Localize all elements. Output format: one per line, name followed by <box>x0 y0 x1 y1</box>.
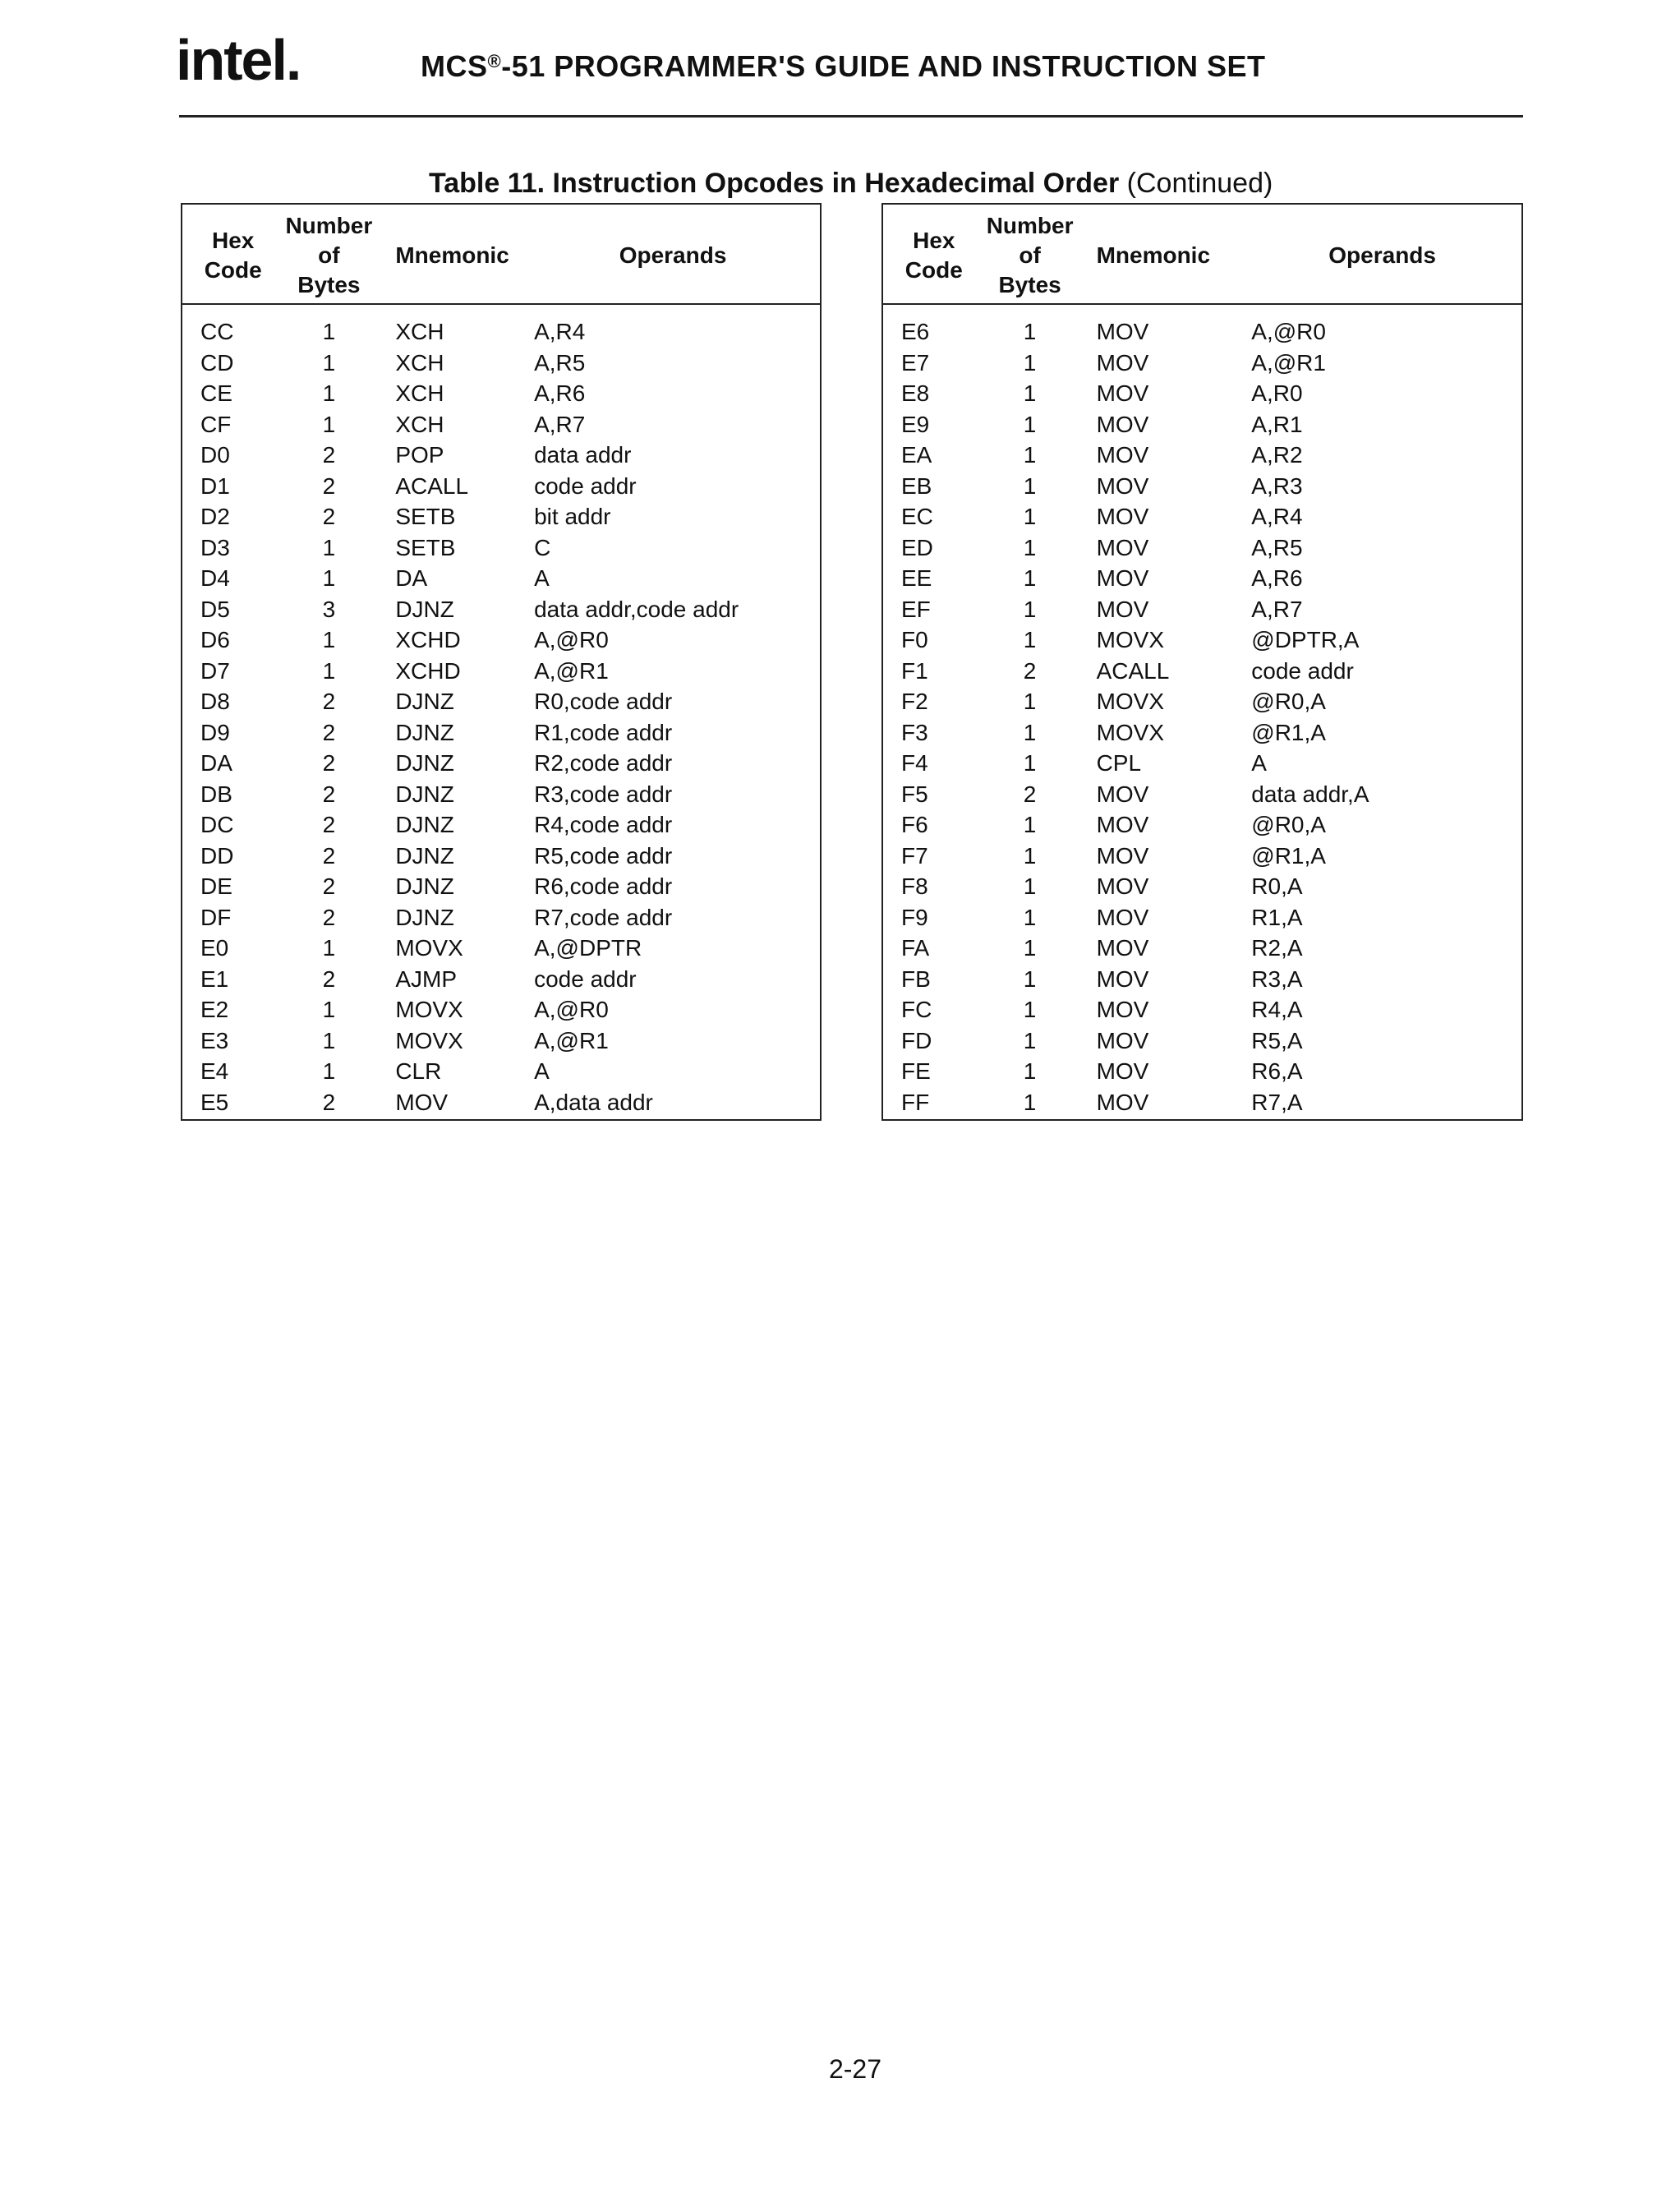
mnemonic-cell: MOV <box>395 1089 449 1115</box>
hex-code-cell: D1 <box>200 472 230 499</box>
bytes-cell: 1 <box>322 1027 336 1053</box>
hex-code-cell: E8 <box>901 380 930 406</box>
mnemonic-cell: ACALL <box>395 472 469 499</box>
mnemonic-cell: XCHD <box>395 627 461 652</box>
operands-cell: R7,A <box>1251 1089 1303 1115</box>
operands-cell: code addr <box>1251 657 1354 684</box>
mnemonic-cell: XCH <box>395 380 444 406</box>
hex-code-cell: E7 <box>901 349 930 376</box>
bytes-cell: 2 <box>1023 657 1037 684</box>
bytes-cell: 1 <box>1023 534 1037 560</box>
operands-cell: A,@R1 <box>1251 349 1326 376</box>
mnemonic-cell: XCH <box>395 411 444 437</box>
hex-code-cell: F2 <box>901 689 928 714</box>
mnemonic-cell: MOV <box>1096 319 1149 344</box>
table-row <box>882 964 1522 995</box>
operands-cell: A,R4 <box>534 319 586 344</box>
opcode-table-right <box>881 203 1523 1121</box>
operands-cell: A,@R1 <box>534 1027 609 1053</box>
operands-cell: A,R7 <box>1251 596 1303 622</box>
bytes-cell: 1 <box>1023 319 1037 344</box>
bytes-cell: 1 <box>1023 812 1037 837</box>
bytes-cell: 2 <box>322 1089 336 1115</box>
hex-code-cell: DE <box>200 873 232 899</box>
hex-code-cell: E0 <box>200 935 229 961</box>
operands-cell: A <box>534 1058 550 1084</box>
title-rest: -51 PROGRAMMER'S GUIDE AND INSTRUCTION SET <box>501 49 1266 83</box>
bytes-cell: 2 <box>322 904 336 930</box>
hex-code-cell: F8 <box>901 873 928 899</box>
hex-code-cell: D7 <box>200 657 230 684</box>
bytes-cell: 2 <box>322 842 336 869</box>
table-row <box>182 501 821 532</box>
bytes-cell: 1 <box>1023 442 1037 468</box>
mnemonic-cell: DJNZ <box>395 719 454 745</box>
hex-code-cell: E9 <box>901 411 930 437</box>
bytes-cell: 1 <box>1023 1089 1037 1115</box>
hex-code-cell: D9 <box>200 719 230 745</box>
table-body-left <box>182 304 821 1120</box>
hex-code-cell: FE <box>901 1058 931 1084</box>
hex-code-cell: F5 <box>901 781 928 807</box>
bytes-cell: 1 <box>322 627 336 652</box>
table-row <box>182 686 821 717</box>
operands-cell: @R1,A <box>1251 842 1326 869</box>
bytes-cell: 2 <box>322 472 336 499</box>
opcode-table-left <box>181 203 822 1121</box>
hex-code-cell: E5 <box>200 1089 229 1115</box>
operands-cell: A,@R0 <box>534 627 609 652</box>
operands-cell: R7,code addr <box>534 904 673 930</box>
table-row <box>182 624 821 656</box>
mnemonic-cell: MOV <box>1096 1058 1149 1084</box>
mnemonic-cell: SETB <box>395 534 456 560</box>
bytes-cell: 2 <box>322 812 336 837</box>
table-row <box>882 1087 1522 1121</box>
table-row <box>182 779 821 810</box>
bytes-cell: 1 <box>1023 1027 1037 1053</box>
table-row <box>882 748 1522 779</box>
table-row <box>182 1056 821 1087</box>
header-hex-code: Hex Code <box>182 204 283 304</box>
operands-cell: code addr <box>534 472 637 499</box>
hex-code-cell: E4 <box>200 1058 229 1084</box>
table-row <box>182 748 821 779</box>
table-row <box>182 994 821 1025</box>
operands-cell: @R0,A <box>1251 812 1326 837</box>
mnemonic-cell: MOV <box>1096 935 1149 961</box>
operands-cell: bit addr <box>534 504 611 529</box>
hex-code-cell: D6 <box>200 627 230 652</box>
bytes-cell: 1 <box>1023 349 1037 376</box>
table-row <box>882 594 1522 625</box>
bytes-cell: 1 <box>1023 596 1037 622</box>
operands-cell: A,@R0 <box>1251 319 1326 344</box>
operands-cell: R4,code addr <box>534 812 673 837</box>
table-row <box>882 809 1522 841</box>
mnemonic-cell: MOV <box>1096 842 1149 869</box>
hex-code-cell: ED <box>901 534 933 560</box>
header-hex-code: Hex Code <box>882 204 985 304</box>
mnemonic-cell: DJNZ <box>395 596 454 622</box>
operands-cell: R6,code addr <box>534 873 673 899</box>
mnemonic-cell: MOV <box>1096 472 1149 499</box>
table-row <box>882 871 1522 902</box>
table-row <box>182 964 821 995</box>
mnemonic-cell: MOV <box>1096 965 1149 992</box>
title-prefix: MCS <box>421 49 488 83</box>
mnemonic-cell: MOV <box>1096 380 1149 406</box>
bytes-cell: 3 <box>322 596 336 622</box>
bytes-cell: 1 <box>322 657 336 684</box>
table-row <box>882 686 1522 717</box>
mnemonic-cell: MOV <box>1096 873 1149 899</box>
operands-cell: A,@R0 <box>534 997 609 1022</box>
table-row <box>882 624 1522 656</box>
bytes-cell: 1 <box>322 319 336 344</box>
bytes-cell: 1 <box>1023 472 1037 499</box>
bytes-cell: 1 <box>322 935 336 961</box>
table-header-row <box>882 204 1522 304</box>
operands-cell: C <box>534 534 551 560</box>
operands-cell: A,data addr <box>534 1089 653 1115</box>
table-row <box>882 902 1522 933</box>
bytes-cell: 2 <box>322 965 336 992</box>
table-row <box>182 1025 821 1057</box>
operands-cell: R0,code addr <box>534 689 673 714</box>
bytes-cell: 2 <box>322 873 336 899</box>
hex-code-cell: FA <box>901 935 930 961</box>
mnemonic-cell: MOVX <box>1096 719 1165 745</box>
mnemonic-cell: MOV <box>1096 596 1149 622</box>
mnemonic-cell: AJMP <box>395 965 458 992</box>
table-caption-continued: (Continued) <box>1126 168 1273 199</box>
mnemonic-cell: XCHD <box>395 657 461 684</box>
table-caption-title: Table 11. Instruction Opcodes in Hexadecimal Order <box>429 168 1120 199</box>
operands-cell: A,R5 <box>1251 534 1303 560</box>
table-row <box>182 440 821 471</box>
intel-logo: intel. <box>176 28 301 92</box>
table-row <box>882 440 1522 471</box>
page-number: 2-27 <box>828 2054 882 2084</box>
operands-cell: A,R3 <box>1251 472 1303 499</box>
table-row <box>182 933 821 964</box>
hex-code-cell: EF <box>901 596 931 622</box>
operands-cell: R2,code addr <box>534 750 673 776</box>
operands-cell: A,R0 <box>1251 380 1303 406</box>
hex-code-cell: E1 <box>200 965 229 992</box>
operands-cell: R0,A <box>1251 873 1303 899</box>
mnemonic-cell: CPL <box>1096 750 1142 776</box>
mnemonic-cell: MOVX <box>395 997 463 1022</box>
hex-code-cell: EE <box>901 565 932 591</box>
mnemonic-cell: MOVX <box>1096 689 1165 714</box>
mnemonic-cell: DJNZ <box>395 873 454 899</box>
hex-code-cell: DD <box>200 842 234 869</box>
header-divider <box>179 115 1523 118</box>
mnemonic-cell: MOV <box>1096 904 1149 930</box>
hex-code-cell: E6 <box>901 319 930 344</box>
mnemonic-cell: DJNZ <box>395 904 454 930</box>
header-mnemonic: Mnemonic <box>374 204 526 304</box>
operands-cell: A,R5 <box>534 349 586 376</box>
hex-code-cell: D2 <box>200 504 230 529</box>
operands-cell: A,R4 <box>1251 504 1303 529</box>
operands-cell: A,R1 <box>1251 411 1303 437</box>
bytes-cell: 2 <box>1023 781 1037 807</box>
mnemonic-cell: MOV <box>1096 781 1149 807</box>
bytes-cell: 1 <box>1023 627 1037 652</box>
header-number-of-bytes: Number of Bytes <box>985 204 1075 304</box>
operands-cell: data addr <box>534 442 632 468</box>
header-mnemonic: Mnemonic <box>1075 204 1244 304</box>
bytes-cell: 1 <box>322 565 336 591</box>
hex-code-cell: E3 <box>200 1027 229 1053</box>
bytes-cell: 1 <box>1023 965 1037 992</box>
table-row <box>882 501 1522 532</box>
header-number-of-bytes: Number of Bytes <box>283 204 374 304</box>
hex-code-cell: DA <box>200 750 232 776</box>
hex-code-cell: F0 <box>901 627 928 652</box>
table-caption <box>429 168 1273 200</box>
table-row <box>882 933 1522 964</box>
table-row <box>182 563 821 594</box>
operands-cell: data addr,code addr <box>534 596 739 622</box>
bytes-cell: 1 <box>1023 689 1037 714</box>
mnemonic-cell: MOVX <box>395 1027 463 1053</box>
mnemonic-cell: MOV <box>1096 1027 1149 1053</box>
operands-cell: R1,code addr <box>534 719 673 745</box>
mnemonic-cell: MOV <box>1096 442 1149 468</box>
mnemonic-cell: CLR <box>395 1058 442 1084</box>
hex-code-cell: CE <box>200 380 232 406</box>
operands-cell: R5,code addr <box>534 842 673 869</box>
hex-code-cell: DF <box>200 904 232 930</box>
hex-code-cell: F6 <box>901 812 928 837</box>
bytes-cell: 2 <box>322 719 336 745</box>
operands-cell: A,R6 <box>1251 565 1303 591</box>
operands-cell: @DPTR,A <box>1251 627 1360 652</box>
table-row <box>182 378 821 409</box>
hex-code-cell: D3 <box>200 534 230 560</box>
hex-code-cell: DC <box>200 812 234 837</box>
hex-code-cell: D0 <box>200 442 230 468</box>
table-row <box>182 809 821 841</box>
mnemonic-cell: MOVX <box>1096 627 1165 652</box>
bytes-cell: 1 <box>1023 842 1037 869</box>
bytes-cell: 2 <box>322 442 336 468</box>
operands-cell: code addr <box>534 965 637 992</box>
table-row <box>882 1025 1522 1057</box>
header-operands: Operands <box>526 204 821 304</box>
mnemonic-cell: DJNZ <box>395 842 454 869</box>
mnemonic-cell: SETB <box>395 504 456 529</box>
mnemonic-cell: XCH <box>395 319 444 344</box>
operands-cell: A <box>1251 750 1267 776</box>
bytes-cell: 1 <box>1023 411 1037 437</box>
mnemonic-cell: MOV <box>1096 1089 1149 1115</box>
table-row <box>882 656 1522 687</box>
mnemonic-cell: MOV <box>1096 534 1149 560</box>
hex-code-cell: D5 <box>200 596 230 622</box>
table-row <box>182 409 821 440</box>
table-row <box>882 994 1522 1025</box>
table-row <box>882 348 1522 379</box>
bytes-cell: 1 <box>1023 904 1037 930</box>
table-row <box>182 656 821 687</box>
operands-cell: A,R2 <box>1251 442 1303 468</box>
operands-cell: R2,A <box>1251 935 1303 961</box>
operands-cell: R3,code addr <box>534 781 673 807</box>
bytes-cell: 2 <box>322 781 336 807</box>
table-row <box>882 717 1522 749</box>
bytes-cell: 1 <box>1023 1058 1037 1084</box>
hex-code-cell: FF <box>901 1089 930 1115</box>
bytes-cell: 2 <box>322 750 336 776</box>
operands-cell: A <box>534 565 550 591</box>
hex-code-cell: EC <box>901 504 933 529</box>
mnemonic-cell: DA <box>395 565 428 591</box>
mnemonic-cell: DJNZ <box>395 750 454 776</box>
operands-cell: A,R6 <box>534 380 586 406</box>
hex-code-cell: D4 <box>200 565 230 591</box>
registered-mark: ® <box>487 51 502 71</box>
mnemonic-cell: MOV <box>1096 812 1149 837</box>
hex-code-cell: FC <box>901 997 932 1022</box>
table-row <box>182 532 821 564</box>
table-row <box>882 1056 1522 1087</box>
table-row <box>182 717 821 749</box>
mnemonic-cell: MOV <box>1096 997 1149 1022</box>
operands-cell: A,R7 <box>534 411 586 437</box>
bytes-cell: 2 <box>322 504 336 529</box>
operands-cell: R5,A <box>1251 1027 1303 1053</box>
table-row <box>182 1087 821 1121</box>
mnemonic-cell: MOV <box>1096 504 1149 529</box>
mnemonic-cell: MOVX <box>395 935 463 961</box>
mnemonic-cell: DJNZ <box>395 689 454 714</box>
operands-cell: A,@R1 <box>534 657 609 684</box>
mnemonic-cell: MOV <box>1096 565 1149 591</box>
table-row <box>182 348 821 379</box>
table-row <box>182 471 821 502</box>
table-row <box>882 304 1522 348</box>
mnemonic-cell: ACALL <box>1096 657 1170 684</box>
bytes-cell: 1 <box>322 997 336 1022</box>
table-row <box>182 841 821 872</box>
mnemonic-cell: DJNZ <box>395 812 454 837</box>
mnemonic-cell: DJNZ <box>395 781 454 807</box>
bytes-cell: 2 <box>322 689 336 714</box>
hex-code-cell: CF <box>200 411 232 437</box>
bytes-cell: 1 <box>1023 997 1037 1022</box>
hex-code-cell: F1 <box>901 657 928 684</box>
hex-code-cell: EB <box>901 472 932 499</box>
hex-code-cell: F9 <box>901 904 928 930</box>
hex-code-cell: F4 <box>901 750 928 776</box>
table-row <box>882 409 1522 440</box>
operands-cell: @R0,A <box>1251 689 1326 714</box>
bytes-cell: 1 <box>322 349 336 376</box>
hex-code-cell: CC <box>200 319 234 344</box>
hex-code-cell: FD <box>901 1027 932 1053</box>
hex-code-cell: E2 <box>200 997 229 1022</box>
table-header-row <box>182 204 821 304</box>
bytes-cell: 1 <box>1023 873 1037 899</box>
table-row <box>882 841 1522 872</box>
table-row <box>882 532 1522 564</box>
bytes-cell: 1 <box>322 534 336 560</box>
hex-code-cell: F7 <box>901 842 928 869</box>
table-row <box>882 779 1522 810</box>
operands-cell: @R1,A <box>1251 719 1326 745</box>
hex-code-cell: DB <box>200 781 232 807</box>
table-row <box>882 563 1522 594</box>
hex-code-cell: D8 <box>200 689 230 714</box>
table-row <box>182 902 821 933</box>
bytes-cell: 1 <box>322 380 336 406</box>
table-row <box>182 304 821 348</box>
operands-cell: R1,A <box>1251 904 1303 930</box>
operands-cell: R4,A <box>1251 997 1303 1022</box>
bytes-cell: 1 <box>1023 750 1037 776</box>
bytes-cell: 1 <box>1023 935 1037 961</box>
operands-cell: A,@DPTR <box>534 935 642 961</box>
hex-code-cell: EA <box>901 442 932 468</box>
table-row <box>182 594 821 625</box>
table-row <box>882 378 1522 409</box>
table-row <box>882 471 1522 502</box>
bytes-cell: 1 <box>322 411 336 437</box>
document-title <box>421 49 1266 84</box>
bytes-cell: 1 <box>322 1058 336 1084</box>
mnemonic-cell: MOV <box>1096 411 1149 437</box>
header-operands: Operands <box>1243 204 1522 304</box>
mnemonic-cell: POP <box>395 442 444 468</box>
hex-code-cell: FB <box>901 965 931 992</box>
operands-cell: R6,A <box>1251 1058 1303 1084</box>
table-row <box>182 871 821 902</box>
mnemonic-cell: MOV <box>1096 349 1149 376</box>
hex-code-cell: CD <box>200 349 234 376</box>
operands-cell: data addr,A <box>1251 781 1369 807</box>
operands-cell: R3,A <box>1251 965 1303 992</box>
mnemonic-cell: XCH <box>395 349 444 376</box>
bytes-cell: 1 <box>1023 719 1037 745</box>
bytes-cell: 1 <box>1023 504 1037 529</box>
bytes-cell: 1 <box>1023 380 1037 406</box>
table-body-right <box>882 304 1522 1120</box>
hex-code-cell: F3 <box>901 719 928 745</box>
bytes-cell: 1 <box>1023 565 1037 591</box>
